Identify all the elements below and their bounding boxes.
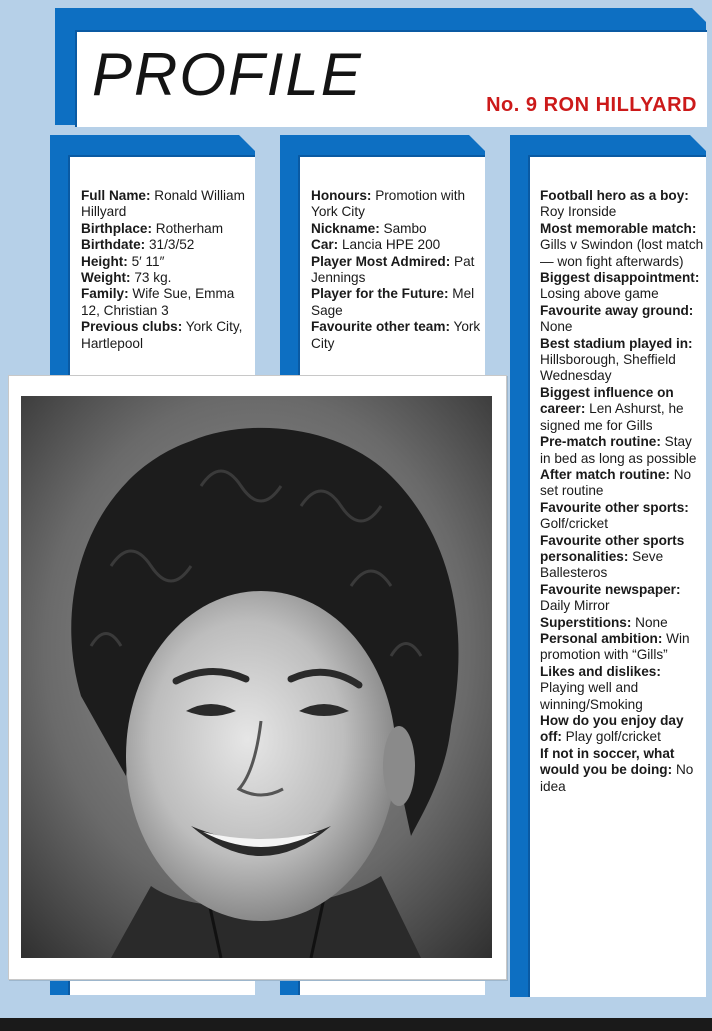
profile-value: Rotherham xyxy=(155,220,224,236)
profile-label: Biggest disappointment: xyxy=(540,270,700,286)
profile-item xyxy=(81,286,253,319)
profile-item xyxy=(540,270,706,303)
profile-label: Personal ambition: xyxy=(540,630,663,646)
profile-value: Pat Jennings xyxy=(311,253,475,286)
profile-label: Biggest influence on career: xyxy=(540,384,674,417)
profile-label: Likes and dislikes: xyxy=(540,663,661,679)
profile-label: Most memorable match: xyxy=(540,220,697,236)
profile-label: Favourite other sports personalities: xyxy=(540,532,685,564)
profile-value: Len Ashurst, he signed me for Gills xyxy=(540,401,684,433)
profile-label: Full Name: xyxy=(81,188,151,203)
profile-value: Losing above game xyxy=(540,286,659,302)
profile-item xyxy=(311,254,481,287)
profile-label: Favourite other sports: xyxy=(540,499,689,515)
profile-value: Roy Ironside xyxy=(540,204,617,220)
profile-label: Superstitions: xyxy=(540,614,632,630)
profile-item xyxy=(311,237,481,253)
profile-label: Player Most Admired: xyxy=(311,253,451,269)
profile-value: Play golf/cricket xyxy=(565,729,661,745)
profile-label: If not in soccer, what would you be doing: xyxy=(540,745,675,778)
profile-value: Wife Sue, Emma 12, Christian 3 xyxy=(81,286,235,318)
profile-item xyxy=(81,188,253,221)
profile-value: Sambo xyxy=(383,220,427,236)
profile-item xyxy=(540,467,706,500)
profile-item xyxy=(81,319,253,352)
profile-item xyxy=(311,188,481,221)
profile-value: Playing well and winning/Smoking xyxy=(540,680,643,712)
player-name: No. 9 RON HILLYARD xyxy=(486,94,697,116)
profile-label: Best stadium played in: xyxy=(540,335,693,351)
profile-item xyxy=(81,237,253,253)
profile-label: Favourite away ground: xyxy=(540,302,694,318)
profile-item xyxy=(540,385,706,434)
profile-item xyxy=(540,615,706,631)
profile-value: Ronald William Hillyard xyxy=(81,188,245,220)
profile-value: York City, Hartlepool xyxy=(81,319,243,351)
profile-item xyxy=(540,631,706,664)
profile-label: Football hero as a boy: xyxy=(540,188,689,203)
profile-value: Mel Sage xyxy=(311,286,475,318)
player-portrait-image xyxy=(21,396,492,958)
profile-item xyxy=(540,303,706,336)
profile-value: Lancia HPE 200 xyxy=(341,237,441,253)
column-2-text xyxy=(311,188,481,352)
profile-value: Daily Mirror xyxy=(540,598,610,614)
profile-value: York City xyxy=(311,319,481,351)
profile-label: Car: xyxy=(311,237,339,253)
page-title: PROFILE xyxy=(92,41,363,108)
profile-label: Height: xyxy=(81,253,128,269)
profile-label: Honours: xyxy=(311,188,372,203)
profile-label: Family: xyxy=(81,286,129,302)
profile-label: Birthdate: xyxy=(81,237,146,253)
profile-label: Player for the Future: xyxy=(311,286,449,302)
profile-value: No idea xyxy=(540,762,694,794)
column-1-text xyxy=(81,188,253,352)
profile-value: 31/3/52 xyxy=(148,237,195,253)
profile-value: 5′ 11″ xyxy=(131,253,165,269)
profile-item xyxy=(540,188,706,221)
profile-label: Weight: xyxy=(81,270,131,286)
photo-frame xyxy=(8,375,507,980)
profile-item xyxy=(81,254,253,270)
profile-label: Nickname: xyxy=(311,220,380,236)
profile-label: Favourite newspaper: xyxy=(540,581,681,597)
profile-value: Gills v Swindon (lost match — won fight afterwards) xyxy=(540,237,704,269)
header-panel xyxy=(75,30,707,127)
profile-item xyxy=(540,533,706,582)
profile-item xyxy=(81,221,253,237)
profile-value: Golf/cricket xyxy=(540,516,608,532)
profile-value: Stay in bed as long as possible xyxy=(540,434,697,466)
profile-label: Pre-match routine: xyxy=(540,434,661,450)
profile-item xyxy=(311,286,481,319)
profile-value: No set routine xyxy=(540,466,692,499)
profile-item xyxy=(540,582,706,615)
profile-label: Birthplace: xyxy=(81,220,153,236)
profile-item xyxy=(540,434,706,467)
column-3-text xyxy=(540,188,706,795)
profile-label: Favourite other team: xyxy=(311,319,450,335)
profile-item xyxy=(311,221,481,237)
profile-value: 73 kg. xyxy=(134,270,172,286)
bottom-bar xyxy=(0,1018,712,1031)
profile-item xyxy=(81,270,253,286)
profile-item xyxy=(540,221,706,270)
profile-item xyxy=(540,713,706,746)
profile-value: Win promotion with “Gills” xyxy=(540,630,690,663)
profile-item xyxy=(540,746,706,795)
profile-value: None xyxy=(540,319,573,335)
profile-item xyxy=(540,336,706,385)
profile-label: How do you enjoy day off: xyxy=(540,713,684,745)
profile-value: Seve Ballesteros xyxy=(540,548,664,581)
profile-value: Promotion with York City xyxy=(311,188,466,220)
profile-value: Hillsborough, Sheffield Wednesday xyxy=(540,352,676,384)
profile-item xyxy=(311,319,481,352)
profile-value: None xyxy=(635,614,668,630)
profile-item xyxy=(540,664,706,713)
profile-item xyxy=(540,500,706,533)
profile-label: Previous clubs: xyxy=(81,319,183,335)
profile-label: After match routine: xyxy=(540,466,670,482)
